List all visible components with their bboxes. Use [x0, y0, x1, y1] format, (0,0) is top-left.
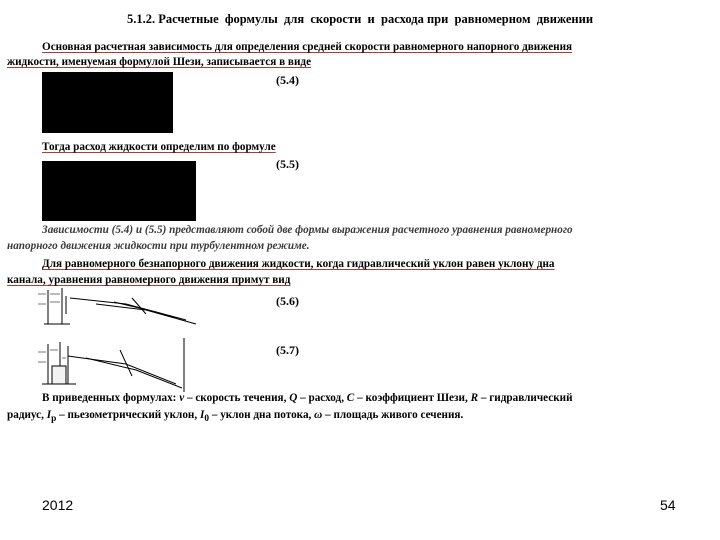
paragraph-chezy-line2: жидкости, именуемая формулой Шези, записывается в виде: [7, 56, 312, 68]
symbol-r: R: [470, 392, 479, 404]
symbol-ip: I: [46, 409, 52, 421]
paragraph-dependencies-line2: напорного движения жидкости при турбулентном режиме.: [7, 240, 310, 252]
paragraph-dependencies-line1: Зависимости (5.4) и (5.5) представляют собой две формы выражения расчетного уравнения равномерного: [42, 224, 573, 236]
symbol-r-desc: – гидравлический: [478, 392, 573, 404]
paragraph-flow-rate: Тогда расход жидкости определим по формуле: [42, 141, 276, 153]
symbol-i0-desc: – уклон дна потока,: [209, 409, 315, 421]
symbol-v: v: [179, 392, 185, 404]
symbol-ip-desc: – пьезометрический уклон,: [56, 409, 200, 421]
notation-line1: [42, 391, 717, 406]
paragraph-open-channel-line2: канала, уравнения равномерного движения примут вид: [7, 274, 291, 286]
equation-number-5-7: (5.7): [276, 343, 299, 357]
symbol-ip-sub: p: [51, 414, 57, 425]
notation-intro: В приведенных формулах:: [42, 392, 180, 404]
symbol-omega-desc: – площадь живого сечения.: [322, 409, 464, 421]
symbol-i0: I: [199, 409, 205, 421]
symbol-v-desc: – скорость течения,: [184, 392, 290, 404]
symbol-c: C: [346, 392, 355, 404]
symbol-q-desc: – расход,: [297, 392, 347, 404]
notation-line2: [7, 408, 707, 427]
paragraph-open-channel-line1: Для равномерного безнапорного движения жидкости, когда гидравлический уклон равен уклону дна: [42, 258, 555, 270]
equation-number-5-6: (5.6): [276, 294, 299, 308]
paragraph-chezy-line1: Основная расчетная зависимость для определения средней скорости равномерного напорного движения: [42, 41, 573, 53]
flow-diagram-large: [36, 336, 192, 392]
equation-number-5-5: (5.5): [276, 157, 299, 171]
footer-page-number: 54: [660, 497, 676, 513]
symbol-i0-sub: 0: [204, 414, 210, 425]
symbol-c-desc: – коэффициент Шези,: [354, 392, 471, 404]
section-heading: 5.1.2. Расчетные формулы для скорости и расхода при равномерном движении: [126, 12, 594, 26]
formula-image-5-5: [42, 161, 196, 221]
footer-year: 2012: [42, 497, 74, 513]
formula-image-5-4: [42, 72, 173, 133]
symbol-omega: ω: [314, 409, 323, 421]
symbol-q: Q: [289, 392, 298, 404]
flow-diagram-small: [36, 284, 216, 328]
notation-radius-word: радиус,: [7, 409, 47, 421]
equation-number-5-4: (5.4): [276, 73, 299, 87]
